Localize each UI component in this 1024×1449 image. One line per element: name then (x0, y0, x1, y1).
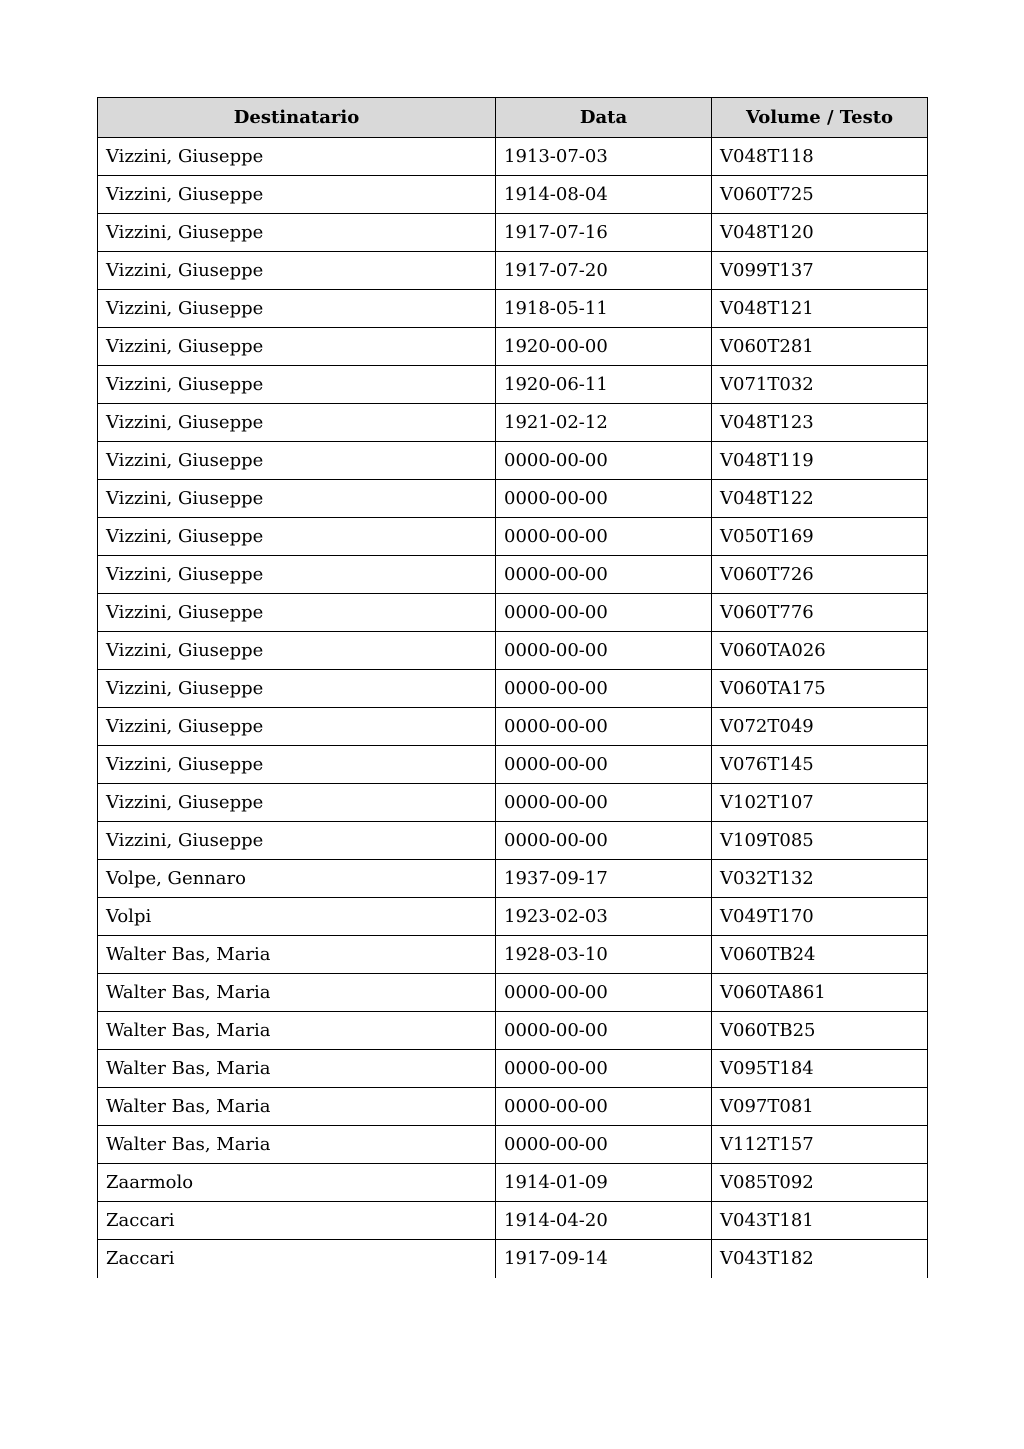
cell-destinatario: Vizzini, Giuseppe (98, 138, 496, 176)
table-row (98, 746, 928, 784)
cell-destinatario: Vizzini, Giuseppe (98, 252, 496, 290)
cell-data: 0000-00-00 (496, 480, 712, 518)
cell-volume-testo: V072T049 (712, 708, 928, 746)
table-row (98, 898, 928, 936)
cell-destinatario: Walter Bas, Maria (98, 974, 496, 1012)
cell-volume-testo: V043T181 (712, 1202, 928, 1240)
cell-destinatario: Vizzini, Giuseppe (98, 746, 496, 784)
header-data: Data (496, 98, 712, 138)
cell-volume-testo: V102T107 (712, 784, 928, 822)
cell-volume-testo: V032T132 (712, 860, 928, 898)
cell-data: 1917-07-16 (496, 214, 712, 252)
cell-destinatario: Walter Bas, Maria (98, 1088, 496, 1126)
cell-volume-testo: V060TA861 (712, 974, 928, 1012)
table-row (98, 1050, 928, 1088)
cell-volume-testo: V097T081 (712, 1088, 928, 1126)
table-row (98, 860, 928, 898)
cell-volume-testo: V043T182 (712, 1240, 928, 1278)
cell-data: 0000-00-00 (496, 442, 712, 480)
cell-volume-testo: V095T184 (712, 1050, 928, 1088)
cell-data: 1923-02-03 (496, 898, 712, 936)
table-row (98, 480, 928, 518)
cell-destinatario: Vizzini, Giuseppe (98, 518, 496, 556)
cell-data: 1921-02-12 (496, 404, 712, 442)
table-row (98, 670, 928, 708)
table-row (98, 518, 928, 556)
table-row (98, 1088, 928, 1126)
cell-data: 0000-00-00 (496, 784, 712, 822)
cell-volume-testo: V048T119 (712, 442, 928, 480)
cell-data: 1913-07-03 (496, 138, 712, 176)
cell-data: 0000-00-00 (496, 746, 712, 784)
cell-destinatario: Vizzini, Giuseppe (98, 442, 496, 480)
document-page (97, 97, 927, 1278)
cell-destinatario: Vizzini, Giuseppe (98, 822, 496, 860)
table-row (98, 708, 928, 746)
cell-volume-testo: V048T118 (712, 138, 928, 176)
table-row (98, 366, 928, 404)
header-destinatario: Destinatario (98, 98, 496, 138)
cell-data: 0000-00-00 (496, 708, 712, 746)
cell-data: 1917-09-14 (496, 1240, 712, 1278)
cell-data: 0000-00-00 (496, 556, 712, 594)
cell-destinatario: Volpi (98, 898, 496, 936)
table-row (98, 176, 928, 214)
cell-destinatario: Vizzini, Giuseppe (98, 784, 496, 822)
cell-data: 0000-00-00 (496, 1012, 712, 1050)
cell-destinatario: Vizzini, Giuseppe (98, 328, 496, 366)
cell-volume-testo: V048T121 (712, 290, 928, 328)
cell-destinatario: Walter Bas, Maria (98, 1126, 496, 1164)
cell-destinatario: Vizzini, Giuseppe (98, 632, 496, 670)
cell-volume-testo: V060TB24 (712, 936, 928, 974)
cell-data: 0000-00-00 (496, 518, 712, 556)
cell-destinatario: Vizzini, Giuseppe (98, 176, 496, 214)
cell-volume-testo: V060T726 (712, 556, 928, 594)
cell-volume-testo: V060TA026 (712, 632, 928, 670)
cell-destinatario: Zaarmolo (98, 1164, 496, 1202)
cell-destinatario: Volpe, Gennaro (98, 860, 496, 898)
table-row (98, 290, 928, 328)
cell-volume-testo: V048T120 (712, 214, 928, 252)
cell-data: 1928-03-10 (496, 936, 712, 974)
cell-destinatario: Vizzini, Giuseppe (98, 404, 496, 442)
cell-volume-testo: V060TA175 (712, 670, 928, 708)
cell-data: 1920-06-11 (496, 366, 712, 404)
cell-destinatario: Vizzini, Giuseppe (98, 670, 496, 708)
cell-volume-testo: V048T123 (712, 404, 928, 442)
header-row (98, 98, 928, 138)
cell-destinatario: Vizzini, Giuseppe (98, 708, 496, 746)
cell-volume-testo: V076T145 (712, 746, 928, 784)
cell-data: 1914-04-20 (496, 1202, 712, 1240)
cell-data: 1920-00-00 (496, 328, 712, 366)
table-row (98, 1164, 928, 1202)
table-row (98, 556, 928, 594)
table-row (98, 138, 928, 176)
cell-destinatario: Walter Bas, Maria (98, 936, 496, 974)
cell-data: 1937-09-17 (496, 860, 712, 898)
table-row (98, 632, 928, 670)
cell-destinatario: Vizzini, Giuseppe (98, 480, 496, 518)
cell-volume-testo: V060T281 (712, 328, 928, 366)
table-row (98, 252, 928, 290)
cell-volume-testo: V099T137 (712, 252, 928, 290)
cell-destinatario: Vizzini, Giuseppe (98, 366, 496, 404)
letters-table (97, 97, 928, 1278)
cell-data: 0000-00-00 (496, 594, 712, 632)
cell-data: 0000-00-00 (496, 670, 712, 708)
table-row (98, 594, 928, 632)
header-volume-testo: Volume / Testo (712, 98, 928, 138)
cell-destinatario: Walter Bas, Maria (98, 1012, 496, 1050)
cell-data: 0000-00-00 (496, 822, 712, 860)
table-row (98, 1012, 928, 1050)
cell-data: 1914-08-04 (496, 176, 712, 214)
table-body (98, 138, 928, 1278)
cell-destinatario: Vizzini, Giuseppe (98, 556, 496, 594)
cell-destinatario: Zaccari (98, 1240, 496, 1278)
cell-volume-testo: V085T092 (712, 1164, 928, 1202)
table-row (98, 404, 928, 442)
table-row (98, 1126, 928, 1164)
table-row (98, 328, 928, 366)
cell-data: 0000-00-00 (496, 632, 712, 670)
table-row (98, 1202, 928, 1240)
cell-destinatario: Vizzini, Giuseppe (98, 290, 496, 328)
table-row (98, 936, 928, 974)
cell-volume-testo: V112T157 (712, 1126, 928, 1164)
cell-destinatario: Vizzini, Giuseppe (98, 214, 496, 252)
cell-volume-testo: V071T032 (712, 366, 928, 404)
cell-data: 0000-00-00 (496, 1088, 712, 1126)
cell-volume-testo: V050T169 (712, 518, 928, 556)
cell-data: 1914-01-09 (496, 1164, 712, 1202)
cell-volume-testo: V048T122 (712, 480, 928, 518)
cell-data: 0000-00-00 (496, 1050, 712, 1088)
cell-data: 0000-00-00 (496, 974, 712, 1012)
table-row (98, 214, 928, 252)
cell-destinatario: Walter Bas, Maria (98, 1050, 496, 1088)
table-row (98, 974, 928, 1012)
table-row (98, 822, 928, 860)
cell-volume-testo: V060TB25 (712, 1012, 928, 1050)
cell-volume-testo: V109T085 (712, 822, 928, 860)
cell-destinatario: Zaccari (98, 1202, 496, 1240)
cell-volume-testo: V060T725 (712, 176, 928, 214)
cell-data: 0000-00-00 (496, 1126, 712, 1164)
cell-destinatario: Vizzini, Giuseppe (98, 594, 496, 632)
cell-volume-testo: V049T170 (712, 898, 928, 936)
table-header (98, 98, 928, 138)
cell-volume-testo: V060T776 (712, 594, 928, 632)
table-row (98, 1240, 928, 1278)
cell-data: 1918-05-11 (496, 290, 712, 328)
cell-data: 1917-07-20 (496, 252, 712, 290)
table-row (98, 784, 928, 822)
table-row (98, 442, 928, 480)
